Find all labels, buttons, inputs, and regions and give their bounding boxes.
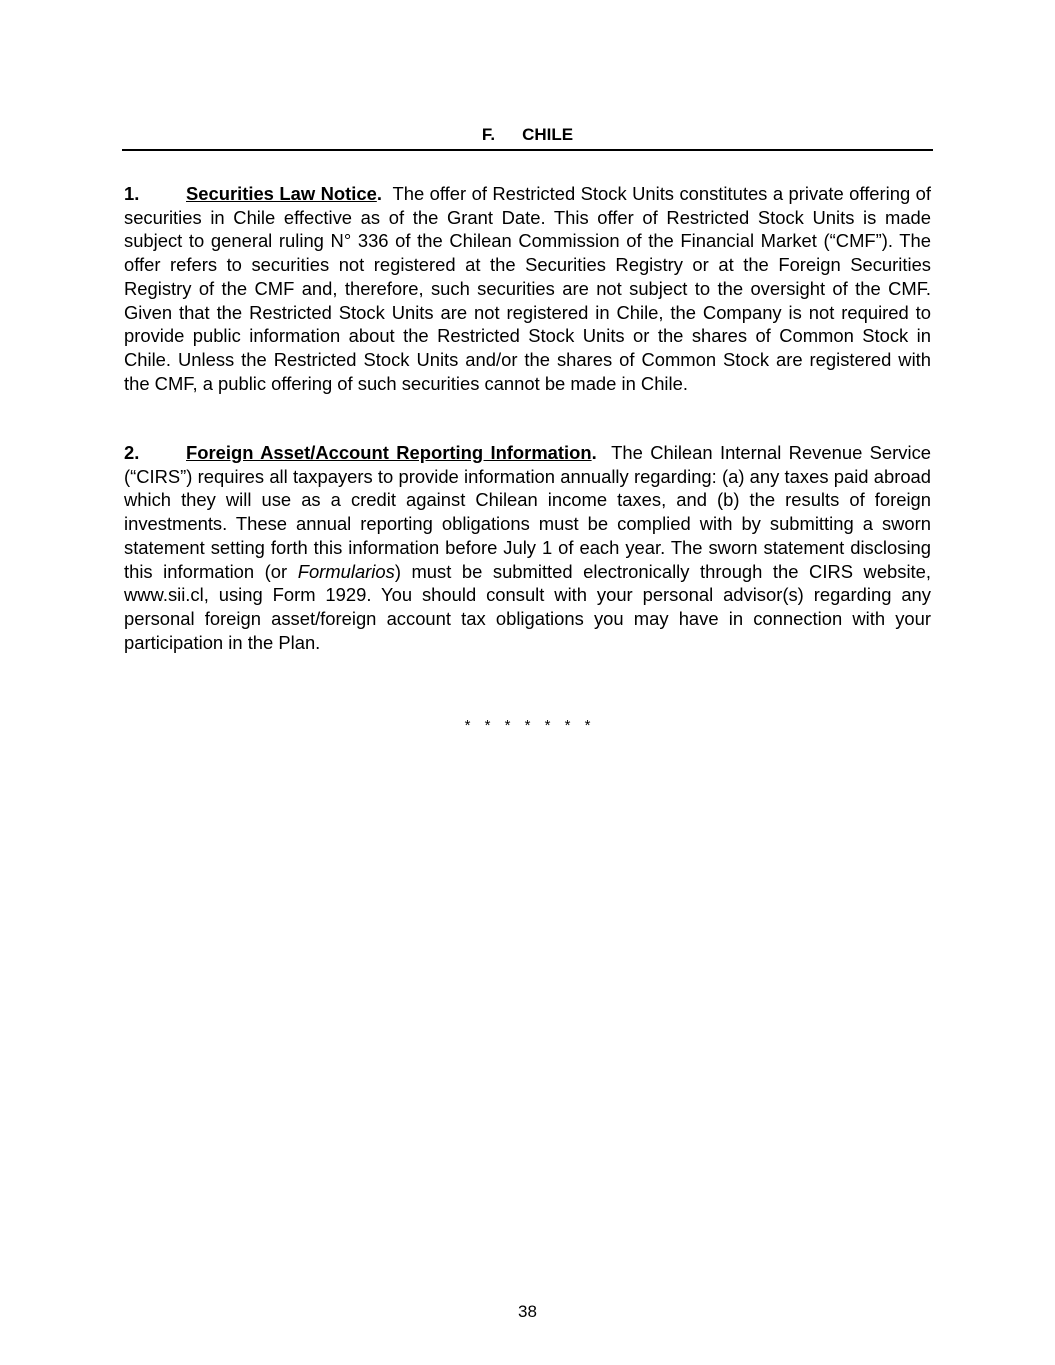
formularios-term: Formularios: [297, 560, 395, 582]
paragraph-title-period: .: [591, 442, 597, 463]
paragraph-title: Foreign Asset/Account Reporting Information: [186, 442, 592, 463]
paragraph-title-period: .: [376, 183, 382, 204]
section-heading: [122, 124, 933, 151]
paragraph-number: 1.: [124, 183, 140, 204]
paragraph-body-start: The Chilean Internal Revenue Service (“CIRS”) requires all taxpayers to provide information annually regarding: (a) any taxes paid abroad which they will use as a credit against Chilean income taxes, and (b) the results of foreign investments. These annual reporting obligations must be complied with by submitting a sworn statement setting forth this information before July 1 of each year. The sworn statement disclosing this information (or: [124, 442, 931, 582]
foreign-asset-reporting-paragraph: [124, 441, 931, 654]
paragraph-number: 2.: [124, 442, 140, 463]
paragraph-body: The offer of Restricted Stock Units constitutes a private offering of securities in Chile effective as of the Grant Date. This offer of Restricted Stock Units is made subject to general ruling N° 336 of the Chilean Commission of the Financial Market (“CMF”). The offer refers to securities not registered at the Securities Registry or at the Foreign Securities Registry of the CMF and, therefore, such securities are not subject to the oversight of the CMF. Given that the Restricted Stock Units are not registered in Chile, the Company is not required to provide public information about the Restricted Stock Units or the shares of Common Stock in Chile. Unless the Restricted Stock Units and/or the shares of Common Stock are registered with the CMF, a public offering of such securities cannot be made in Chile.: [124, 183, 931, 394]
section-letter: F.: [481, 125, 496, 144]
securities-law-notice-paragraph: [124, 182, 931, 395]
page-number: 38: [518, 1302, 537, 1321]
end-separator: * * * * * * *: [464, 717, 591, 734]
paragraph-title: Securities Law Notice: [186, 183, 377, 204]
section-country: CHILE: [522, 125, 574, 144]
paragraph-body-end: ) must be submitted electronically through the CIRS website, www.sii.cl, using Form 1929. You should consult with your personal advisor(s) regarding any personal foreign asset/foreign account tax obligations you may have in connection with your participation in the Plan.: [124, 560, 931, 653]
